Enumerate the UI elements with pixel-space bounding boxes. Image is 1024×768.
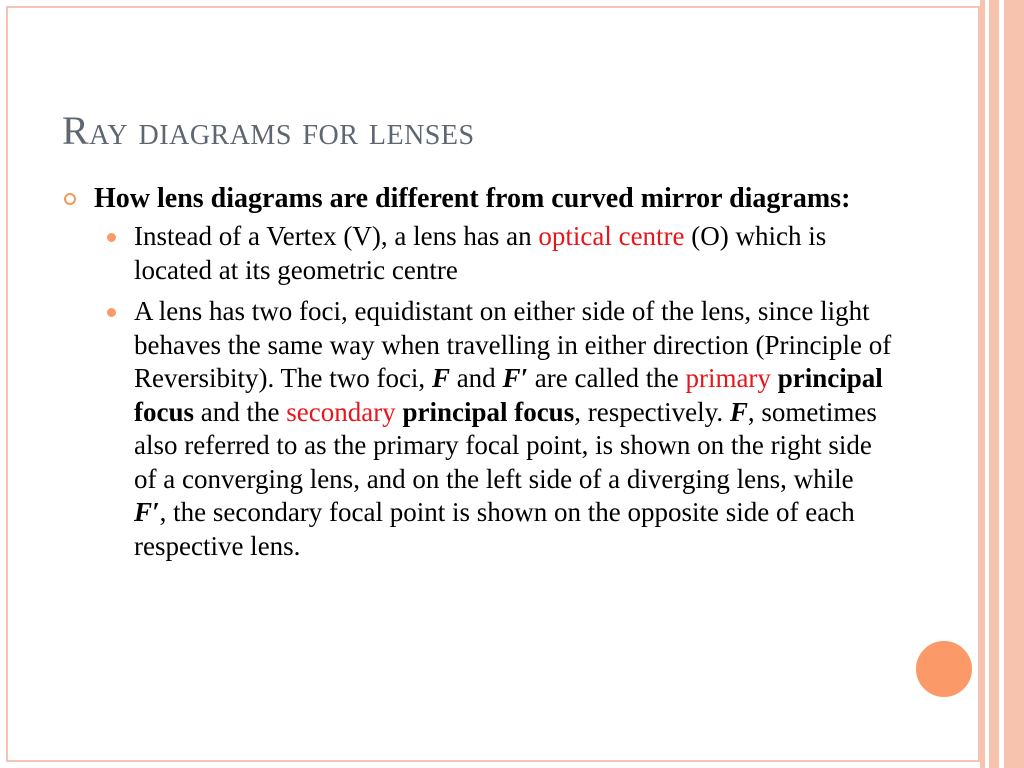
dot-bullet-icon	[107, 233, 116, 242]
main-bullet-text: How lens diagrams are different from curved mirror diagrams:	[94, 183, 851, 214]
text-run: and the	[194, 396, 287, 427]
symbol-f: F	[729, 396, 748, 427]
decorative-circle	[914, 639, 974, 699]
main-bullet	[62, 182, 892, 216]
text-run: A lens has two foci, equidistant on either side of the lens, since light behaves the same way when travelling in either direction (Principle of Reversibity). The two foci,	[134, 296, 892, 393]
text-run: , sometimes also referred to as the primary focal point, is shown on the right side of a converging lens, and on the left side of a diverging lens, while	[134, 396, 877, 494]
term-principal-focus: principal focus	[402, 396, 575, 427]
dot-bullet-icon	[107, 308, 116, 317]
text-run	[771, 363, 778, 393]
text-run: (O) which is located at its geometric centre	[134, 221, 827, 285]
decorative-stripe	[1004, 0, 1024, 768]
symbol-f: F	[431, 363, 450, 393]
term-principal-focus: principal focus	[134, 363, 883, 427]
symbol-f-prime: F′	[134, 497, 160, 527]
text-run: are called the	[528, 363, 686, 393]
sub-bullet-list	[62, 220, 892, 563]
text-run: Instead of a Vertex (V), a lens has an	[134, 221, 539, 251]
sub-bullet-two-foci	[62, 295, 892, 563]
text-run: , the secondary focal point is shown on the opposite side of each respective lens.	[134, 497, 855, 561]
ring-bullet-icon	[64, 193, 76, 205]
text-run: , respectively.	[574, 396, 730, 427]
highlight-primary: primary	[685, 363, 771, 393]
highlight-optical-centre: optical centre	[538, 221, 685, 251]
text-run: and	[449, 363, 503, 393]
highlight-secondary: secondary	[286, 396, 396, 427]
slide-title: Ray diagrams for lenses	[62, 108, 475, 153]
symbol-f-prime: F′	[502, 363, 529, 393]
slide-body	[62, 182, 892, 571]
decorative-stripe	[989, 0, 999, 768]
sub-bullet-optical-centre	[62, 220, 892, 287]
